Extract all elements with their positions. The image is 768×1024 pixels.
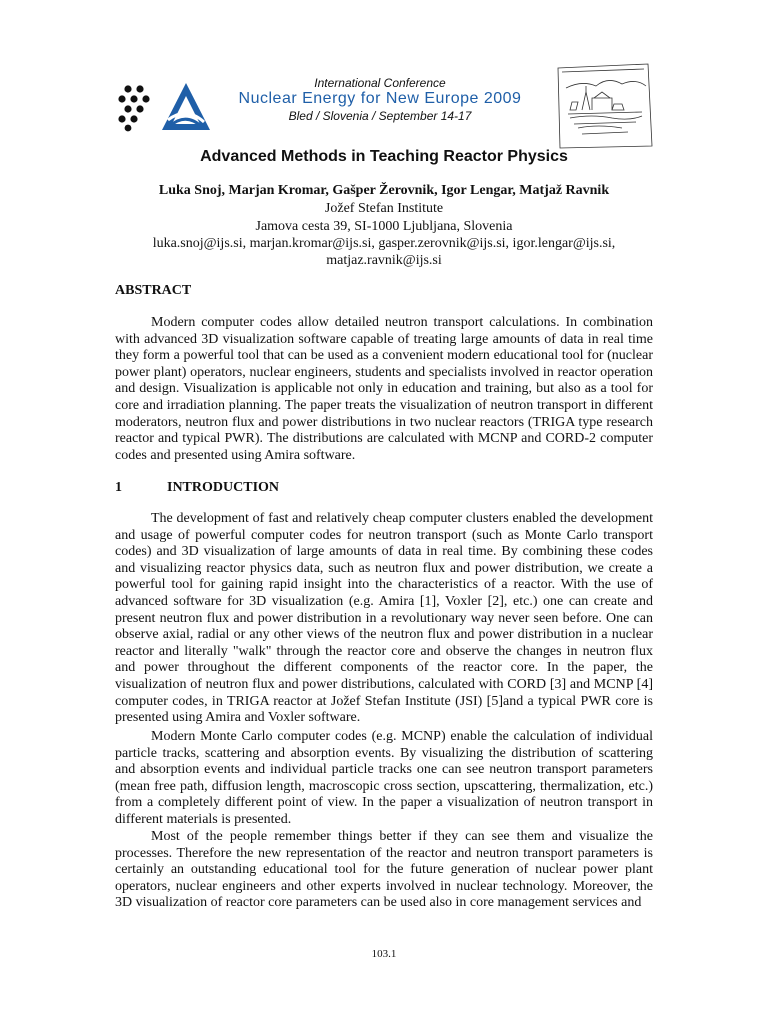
author-emails-line-2: matjaz.ravnik@ijs.si [326, 253, 442, 268]
introduction-paragraph-2: Modern Monte Carlo computer codes (e.g. MCNP) enable the calculation of individual particle tracks, scattering and absorption events. By visualizing the distribution of scattering and absorption events and individual particle tracks one can see neutron transport parameters (mean free path, diffusion length, macroscopic cross section, upscattering, thermalization, etc.) from a completely different point of view. In the paper a visualization of neutron transport in different materials is presented. [115, 729, 653, 827]
paper-authors: Luka Snoj, Marjan Kromar, Gašper Žerovnik, Igor Lengar, Matjaž Ravnik [158, 183, 610, 198]
conference-dots-logo-icon [114, 84, 158, 132]
introduction-paragraph-1: The development of fast and relatively cheap computer clusters enabled the development and usage of powerful computer codes for neutron transport (such as Monte Carlo transport codes) and 3D visualization of large amounts of data in real time. By combining these codes and visualizing reactor physics data, such as neutron flux and power distribution, we create a powerful tool for gaining rapid insight into the characteristics of a reactor. With the use of advanced software for 3D visualization (e.g. Amira [1], Voxler [2], etc.) one can create and present neutron flux and power distribution in a revolutionary way never seen before. One can observe axial, radial or any other views of the neutron flux and power distribution in a nuclear reactor and literally "walk" through the reactor core and observe the changes in neutron flux and power throughout the different components of the reactor core. In the paper, the visualization of neutron flux and power distributions, calculated with CORD [3] and MCNP [4] computer codes, in TRIGA reactor at Jožef Stefan Institute (JSI) [5]and a typical PWR core is presented using Amira and Voxler software. [115, 511, 653, 726]
abstract-heading: ABSTRACT [115, 283, 192, 298]
conference-location: Bled / Slovenia / September 14-17 [288, 109, 472, 123]
conference-prefix: International Conference [314, 76, 446, 90]
introduction-paragraph-3: Most of the people remember things better if they can see them and visualize the processes. Therefore the new representation of the reactor and neutron transport parameters is certainly an outstanding educational tool for the future generation of nuclear power plant operators, nuclear engineers and other experts involved in nuclear technology. Moreover, the 3D visualization of reactor core parameters can be used also in core management services and [115, 829, 653, 911]
paper-title: Advanced Methods in Teaching Reactor Physics [200, 148, 568, 165]
bled-sketch-illustration [552, 58, 656, 152]
introduction-heading [115, 480, 279, 496]
section-number: 1 [115, 480, 122, 495]
author-address: Jamova cesta 39, SI-1000 Ljubljana, Slovenia [255, 219, 513, 234]
conference-triangle-logo-icon [160, 80, 212, 134]
section-title: INTRODUCTION [167, 480, 280, 495]
author-emails-line-1: luka.snoj@ijs.si, marjan.kromar@ijs.si, gasper.zerovnik@ijs.si, igor.lengar@ijs.si, [152, 236, 616, 251]
abstract-text: Modern computer codes allow detailed neutron transport calculations. In combination with advanced 3D visualization software capable of treating large amounts of data in real time they form a powerful tool that can be used as a convenient modern educational tool for (nuclear power plant) operators, nuclear engineers, students and specialists involved in reactor operation and design. Visualization is applicable not only in education and training, but also as a tool for core and irradiation planning. The paper treats the visualization of neutron transport in different moderators, neutron flux and power distributions in two nuclear reactors (TRIGA type research reactor and typical PWR). The distributions are calculated with MCNP and CORD-2 computer codes and presented using Amira software. [115, 315, 653, 463]
page-number: 103.1 [371, 948, 397, 960]
author-institute: Jožef Stefan Institute [324, 201, 444, 216]
conference-name: Nuclear Energy for New Europe 2009 [238, 90, 522, 107]
